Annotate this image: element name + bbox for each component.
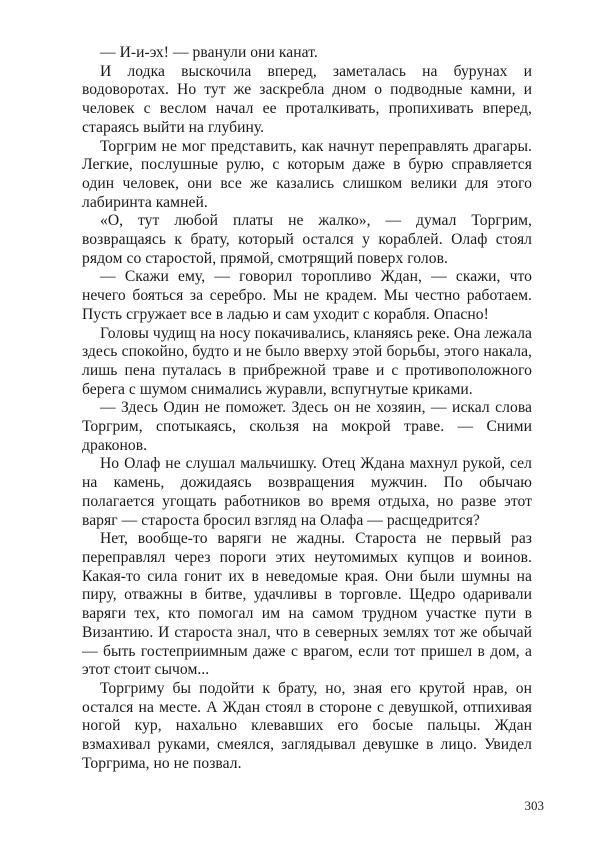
- paragraph: — И-и-эх! — рванули они канат.: [100, 44, 318, 61]
- paragraph: Нет, вообще-то варяги не жадны. Староста не первый раз переправлял через пороги этих неутомимых купцов и воинов. Какая-то сила гонит их в неведомые края. Они были шумны на пиру, отважны в битве, удачливы в торговле. Щедро одаривали варяги тех, кто помогал им на самом трудном участке пути в Византию. И староста знал, что в северных землях тот же обычай — быть гостеприимным даже с врагом, если тот пришел в дом, а этот стоит сычом...: [82, 530, 532, 679]
- paragraph: — Скажи ему, — говорил торопливо Ждан, — скажи, что нечего бояться за серебро. Мы не крадем. Мы честно работаем. Пусть сгружает все в ладью и сам уходит с корабля. Опасно!: [82, 268, 532, 323]
- paragraph: И лодка выскочила вперед, заметалась на бурунах и водоворотах. Но тут же заскребла дном о подводные камни, и человек с веслом начал ее проталкивать, пропихивать вперед, стараясь выйти на глубину.: [82, 62, 532, 136]
- paragraph: «О, тут любой платы не жалко», — думал Торгрим, возвращаясь к брату, который остался у кораблей. Олаф стоял рядом со старостой, прямой, смотрящий поверх голов.: [82, 212, 532, 267]
- paragraph: — Здесь Один не поможет. Здесь он не хозяин, — искал слова Торгрим, спотыкаясь, скользя на мокрой траве. — Сними драконов.: [82, 399, 532, 454]
- paragraph: Торгриму бы подойти к брату, но, зная его крутой нрав, он остался на месте. А Ждан стоял в стороне с девушкой, отпихивая ногой кур, нахально клевавших его босые пальцы. Ждан взмахивал руками, смеялся, заглядывал девушке в лицо. Увидел Торгрима, но не позвал.: [82, 679, 532, 772]
- paragraph: Головы чудищ на носу покачивались, кланяясь реке. Она лежала здесь спокойно, будто и не было вверху этой борьбы, этого накала, лишь пена путалась в прибрежной траве и с противоположного берега с шумом снимались журавли, вспугнутые криками.: [82, 324, 532, 398]
- page-text: [82, 44, 532, 773]
- page-number: 303: [524, 798, 544, 813]
- paragraph: Но Олаф не слушал мальчишку. Отец Ждана махнул рукой, сел на камень, дожидаясь возвращения мужчин. По обычаю полагается угощать работников во время отдыха, но разве этот варяг — староста бросил взгляд на Олафа — расщедрится?: [82, 455, 532, 529]
- paragraph: Торгрим не мог представить, как начнут переправлять драгары. Легкие, послушные рулю, с которым даже в бурю справляется один человек, они все же казались слишком велики для этого лабиринта камней.: [82, 137, 532, 211]
